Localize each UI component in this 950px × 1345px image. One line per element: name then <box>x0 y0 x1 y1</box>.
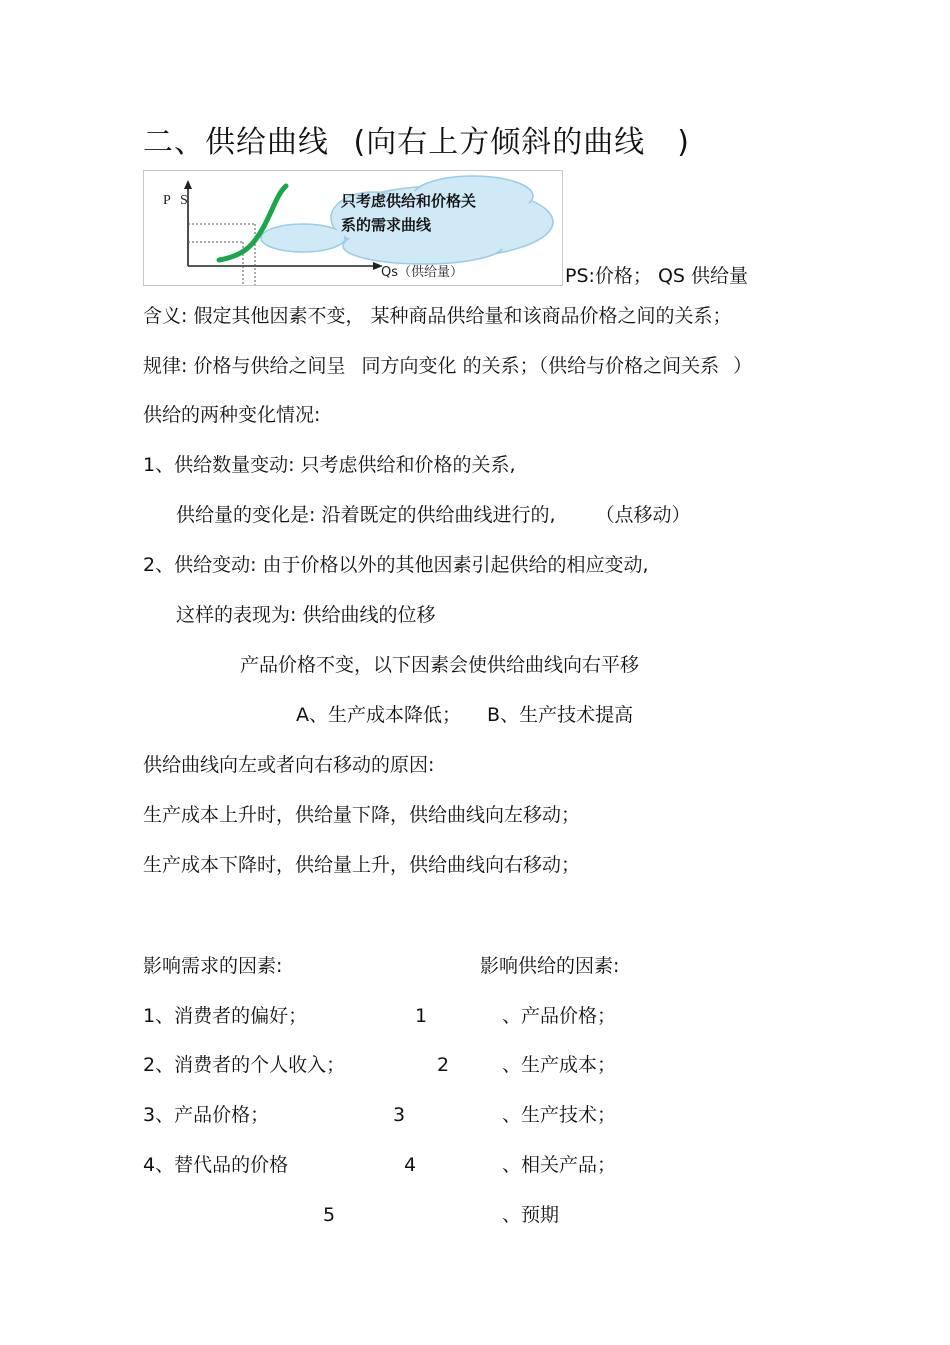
demand-factor-item: 4、替代品的价格 <box>143 1154 289 1176</box>
item1-detail-line <box>176 506 691 525</box>
two-changes-heading: 供给的两种变化情况: <box>143 404 321 426</box>
item1-note: （点移动） <box>595 504 691 526</box>
supply-factor-item: 、生产成本； <box>502 1054 617 1076</box>
supply-factor-item: 、预期 <box>502 1204 560 1226</box>
supply-factor-item: 、相关产品； <box>502 1154 617 1176</box>
title-main: 二、供给曲线 <box>143 125 329 160</box>
demand-factors-title: 影响需求的因素: <box>143 955 283 977</box>
item2-line: 2、供给变动: 由于价格以外的其他因素引起供给的相应变动, <box>143 554 649 576</box>
demand-factor-item: 1、消费者的偏好； <box>143 1005 308 1027</box>
rule-part-a: 规律: 价格与供给之间呈 <box>143 355 346 377</box>
axis-s-label: S <box>180 193 188 208</box>
rule-part-b: 同方向变化 <box>361 355 457 377</box>
reason-title-line: 供给曲线向左或者向右移动的原因: <box>143 754 435 776</box>
supply-factor-number: 1 <box>415 1005 428 1027</box>
title-paren-open: ( <box>353 125 367 160</box>
supply-factor-item: 、生产技术； <box>502 1104 617 1126</box>
rule-part-c: 的关系；（供给与价格之间关系 <box>462 355 720 377</box>
supply-factor-number: 3 <box>393 1104 406 1126</box>
axis-p-label: P <box>163 193 171 208</box>
reason2-line: 生产成本下降时，供给量上升，供给曲线向右移动； <box>143 854 581 876</box>
supply-factors-title: 影响供给的因素: <box>480 955 620 977</box>
rule-part-d: ） <box>733 355 753 377</box>
rule-line <box>143 357 752 376</box>
page-title <box>143 125 690 160</box>
item1-detail: 供给量的变化是: 沿着既定的供给曲线进行的, <box>176 504 556 526</box>
figure-caption: PS:价格； QS 供给量 <box>565 265 749 287</box>
x-axis-label: Qs（供给量） <box>381 265 464 280</box>
factors-intro-line: 产品价格不变，以下因素会使供给曲线向右平移 <box>240 654 640 676</box>
title-paren-text: 向右上方倾斜的曲线 <box>366 125 646 160</box>
cloud-text-line2: 系的需求曲线 <box>341 216 432 234</box>
demand-factor-item: 2、消费者的个人收入； <box>143 1054 346 1076</box>
supply-factor-item: 、产品价格； <box>502 1005 617 1027</box>
meaning-line: 含义: 假定其他因素不变， 某种商品供给量和该商品价格之间的关系； <box>143 305 732 327</box>
factor-a: A、生产成本降低； <box>296 704 461 726</box>
factor-ab-line <box>296 706 633 725</box>
reason1-line: 生产成本上升时，供给量下降，供给曲线向左移动； <box>143 804 581 826</box>
item1-line: 1、供给数量变动: 只考虑供给和价格的关系, <box>143 454 516 476</box>
factor-b: B、生产技术提高 <box>487 704 634 726</box>
item2-detail-line: 这样的表现为: 供给曲线的位移 <box>176 604 436 626</box>
cloud-text-line1: 只考虑供给和价格关 <box>341 192 477 210</box>
supply-factor-number: 2 <box>437 1054 450 1076</box>
title-paren-close: ) <box>677 125 690 160</box>
supply-factor-number: 4 <box>404 1154 417 1176</box>
supply-curve-figure <box>143 170 563 286</box>
supply-factor-number: 5 <box>323 1204 336 1226</box>
demand-factor-item: 3、产品价格； <box>143 1104 270 1126</box>
